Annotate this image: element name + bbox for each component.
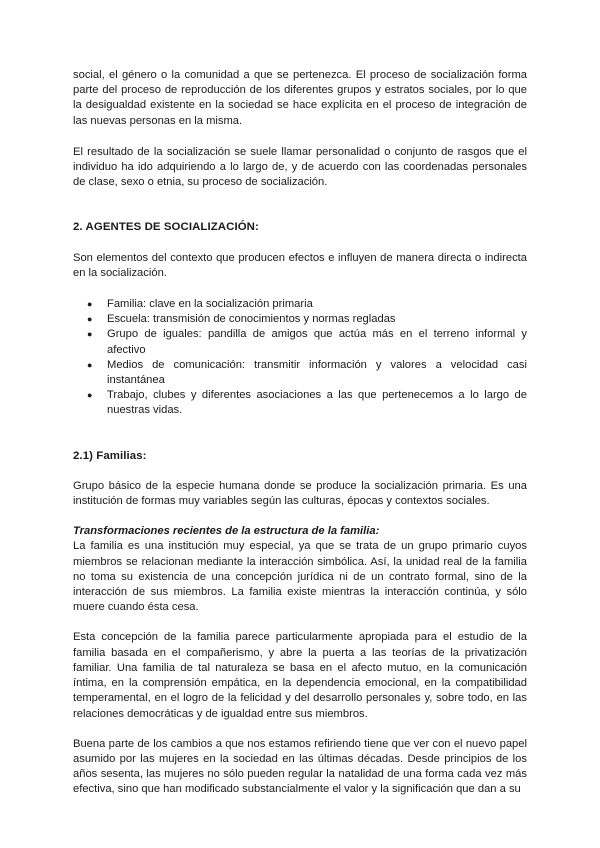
bullet-icon: ● [87,359,93,370]
transformaciones-paragraph-1: La familia es una institución muy especial, ya que se trata de un grupo primario cuyos miembros se relacionan mediante la interacción simbólica. Así, la unidad real de la familia no toma su existencia de una concepción jurídica ni de un contrato formal, sino de la interacción de sus miembros. La familia existe mientras la interacción continúa, y sólo muere cuando ésta cesa. [73,540,527,614]
list-item [73,388,527,418]
bullet-icon: ● [87,314,93,325]
transformaciones-paragraph-2: Esta concepción de la familia parece particularmente apropiada para el estudio de la familia basada en el compañerismo, y abre la puerta a las teorías de la privatización familiar. Una familia de tal naturaleza se basa en el afecto mutuo, en la comunicación íntima, en la comprensión empática, en la dependencia emocional, en la compatibilidad temperamental, en el logro de la felicidad y del desarrollo personales y, sobre todo, en las relaciones democráticas y de igualdad entre sus miembros. [73,631,527,720]
intro-paragraph-1: social, el género o la comunidad a que se pertenezca. El proceso de socialización forma parte del proceso de reproducción de los diferentes grupos y estratos sociales, por lo que la desigualdad existente en la sociedad se hace explícita en el proceso de integración de las nuevas personas en la misma. [73,69,527,127]
list-item [73,312,527,327]
list-item-text: Grupo de iguales: pandilla de amigos que actúa más en el terreno informal y afectivo [107,328,527,356]
section-intro-agentes: Son elementos del contexto que producen efectos e influyen de manera directa o indirecta en la socialización. [73,251,527,279]
list-item-text: Trabajo, clubes y diferentes asociaciones a las que pertenecemos a lo largo de nuestras vidas. [107,389,527,417]
bullet-icon: ● [87,390,93,401]
agents-list [73,297,527,419]
bullet-icon: ● [87,299,93,310]
section-heading-agentes: 2. AGENTES DE SOCIALIZACIÓN: [73,221,259,234]
list-item-text: Familia: clave en la socialización primaria [107,298,313,311]
list-item-text: Medios de comunicación: transmitir información y valores a velocidad casi instantánea [107,358,527,387]
familias-paragraph: Grupo básico de la especie humana donde se produce la socialización primaria. Es una institución de formas muy variables según las culturas, épocas y contextos sociales. [73,479,527,508]
list-item [73,327,527,357]
section-heading-familias: 2.1) Familias: [73,449,147,462]
bullet-icon: ● [87,329,93,340]
list-item [73,358,527,388]
list-item-text: Escuela: transmisión de conocimientos y normas regladas [107,313,396,326]
subheading-transformaciones: Transformaciones recientes de la estructura de la familia: [73,525,380,538]
transformaciones-paragraph-3: Buena parte de los cambios a que nos estamos refiriendo tiene que ver con el nuevo papel asumido por las mujeres en la sociedad en las últimas décadas. Desde principios de los años sesenta, las mujeres no sólo pueden regular la natalidad de una forma cada vez más efectiva, sino que han modificado substancialmente el valor y la significación que dan a su [73,737,527,796]
list-item [73,297,527,312]
intro-paragraph-2: El resultado de la socialización se suele llamar personalidad o conjunto de rasgos que el individuo ha ido adquiriendo a lo largo de, y de acuerdo con las coordenadas personales de clase, sexo o etnia, su proceso de socialización. [73,145,527,189]
document-page [73,68,527,798]
